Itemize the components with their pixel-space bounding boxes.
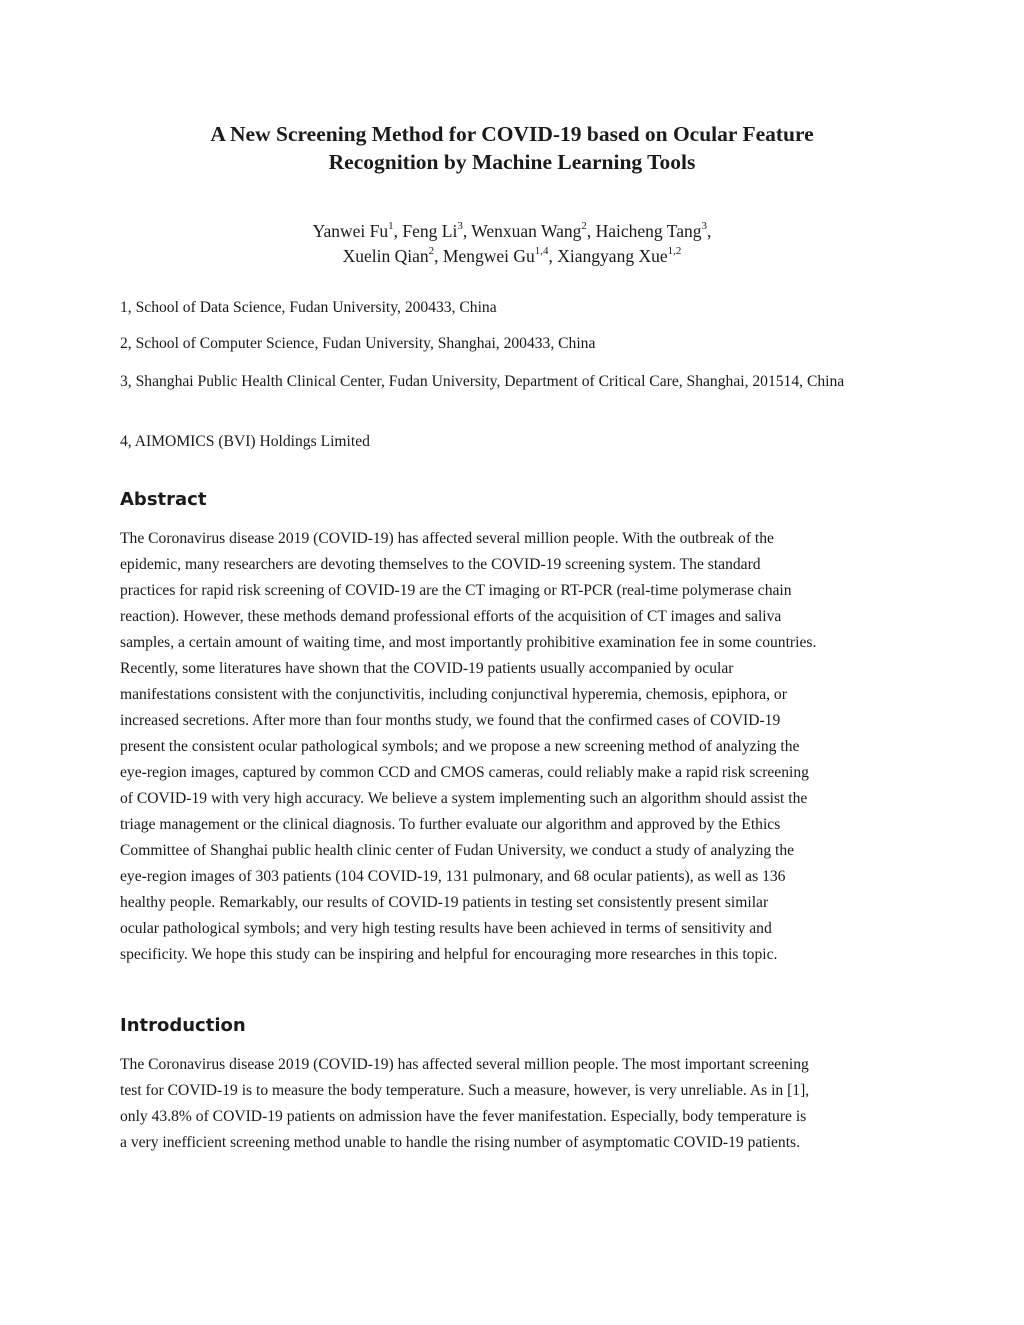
author-affiliation-mark: 2 xyxy=(581,220,587,233)
author-name: Xuelin Qian xyxy=(342,246,429,266)
author-name: Haicheng Tang xyxy=(595,221,702,241)
author-line-2 xyxy=(100,244,924,269)
abstract-line: present the consistent ocular pathological symbols; and we propose a new screening method of analyzing the xyxy=(120,738,800,755)
affiliation-3: 3, Shanghai Public Health Clinical Center, Fudan University, Department of Critical Care, Shanghai, 201514, China xyxy=(120,373,845,390)
abstract-line: ocular pathological symbols; and very high testing results have been achieved in terms of sensitivity and xyxy=(120,920,772,937)
abstract-line: The Coronavirus disease 2019 (COVID-19) has affected several million people. With the outbreak of the xyxy=(120,530,774,547)
title-line-2: Recognition by Machine Learning Tools xyxy=(328,150,696,174)
abstract-line: healthy people. Remarkably, our results of COVID-19 patients in testing set consistently present similar xyxy=(120,894,769,911)
abstract-line: Recently, some literatures have shown that the COVID-19 patients usually accompanied by ocular xyxy=(120,660,734,677)
abstract-line: of COVID-19 with very high accuracy. We believe a system implementing such an algorithm should assist the xyxy=(120,790,808,807)
author-affiliation-mark: 3 xyxy=(701,220,707,233)
author-affiliation-mark: 2 xyxy=(428,245,435,258)
author-name: Wenxuan Wang xyxy=(471,221,582,241)
abstract-line: increased secretions. After more than four months study, we found that the confirmed cases of COVID-19 xyxy=(120,712,781,729)
introduction-line: The Coronavirus disease 2019 (COVID-19) has affected several million people. The most important screening xyxy=(120,1056,809,1073)
title-line-1: A New Screening Method for COVID-19 based on Ocular Feature xyxy=(210,122,814,146)
abstract-line: reaction). However, these methods demand professional efforts of the acquisition of CT images and saliva xyxy=(120,608,782,625)
author-separator: , xyxy=(586,221,596,241)
author-name: Yanwei Fu xyxy=(312,221,389,241)
author-name: Mengwei Gu xyxy=(442,246,535,266)
author-separator: , xyxy=(706,221,712,241)
abstract-line: triage management or the clinical diagnosis. To further evaluate our algorithm and approved by the Ethics xyxy=(120,816,781,833)
introduction-body xyxy=(120,1052,920,1156)
abstract-line: manifestations consistent with the conjunctivitis, including conjunctival hyperemia, chemosis, epiphora, or xyxy=(120,686,787,703)
introduction-line: only 43.8% of COVID-19 patients on admission have the fever manifestation. Especially, body temperature is xyxy=(120,1108,807,1125)
abstract-line: practices for rapid risk screening of COVID-19 are the CT imaging or RT-PCR (real-time polymerase chain xyxy=(120,582,792,599)
author-line-1 xyxy=(100,219,924,244)
author-name: Xiangyang Xue xyxy=(557,246,668,266)
abstract-line: eye-region images of 303 patients (104 COVID-19, 131 pulmonary, and 68 ocular patients), as well as 136 xyxy=(120,868,786,885)
author-separator: , xyxy=(393,221,403,241)
author-separator: , xyxy=(462,221,472,241)
affiliation-4: 4, AIMOMICS (BVI) Holdings Limited xyxy=(120,433,370,450)
author-separator: , xyxy=(434,246,443,266)
abstract-line: epidemic, many researchers are devoting themselves to the COVID-19 screening system. The standard xyxy=(120,556,761,573)
author-list xyxy=(100,219,924,269)
affiliation-2: 2, School of Computer Science, Fudan University, Shanghai, 200433, China xyxy=(120,335,596,352)
introduction-heading: Introduction xyxy=(120,1015,246,1036)
author-affiliation-mark: 1 xyxy=(388,220,394,233)
abstract-line: eye-region images, captured by common CCD and CMOS cameras, could reliably make a rapid risk screening xyxy=(120,764,809,781)
author-affiliation-mark: 1,4 xyxy=(534,245,549,258)
author-affiliation-mark: 1,2 xyxy=(667,245,682,258)
affiliation-1: 1, School of Data Science, Fudan University, 200433, China xyxy=(120,299,497,316)
abstract-line: samples, a certain amount of waiting time, and most importantly prohibitive examination fee in some countries. xyxy=(120,634,817,651)
paper-title xyxy=(100,120,924,176)
introduction-line: test for COVID-19 is to measure the body temperature. Such a measure, however, is very unreliable. As in [1], xyxy=(120,1082,810,1099)
author-separator: , xyxy=(548,246,558,266)
abstract-heading: Abstract xyxy=(120,489,207,510)
abstract-line: Committee of Shanghai public health clinic center of Fudan University, we conduct a study of analyzing the xyxy=(120,842,795,859)
introduction-line: a very inefficient screening method unable to handle the rising number of asymptomatic COVID-19 patients. xyxy=(120,1134,801,1151)
abstract-body xyxy=(120,526,920,968)
abstract-line: specificity. We hope this study can be inspiring and helpful for encouraging more researches in this topic. xyxy=(120,946,778,963)
author-affiliation-mark: 3 xyxy=(457,220,463,233)
author-name: Feng Li xyxy=(402,221,458,241)
